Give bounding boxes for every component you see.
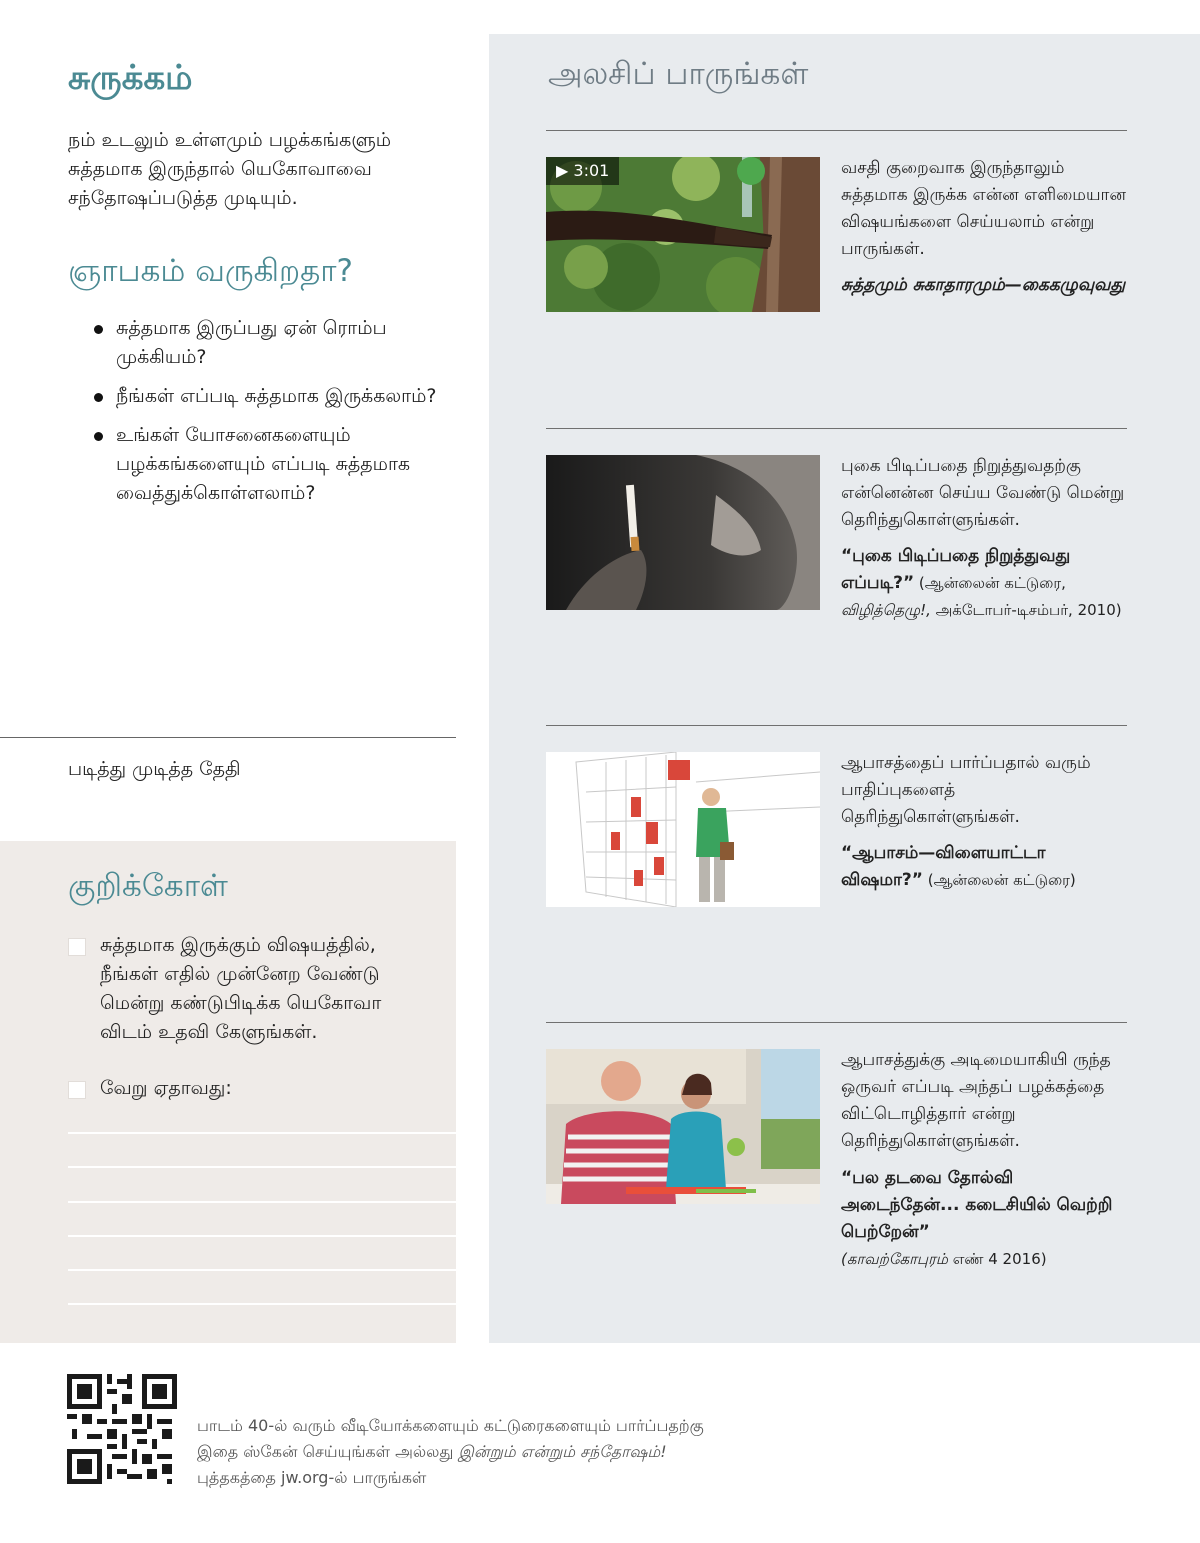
explore-title: அலசிப் பாருங்கள் <box>548 56 809 92</box>
explore-description-4: ஆபாசத்துக்கு அடிமையாகியி ருந்த ஒருவர் எப்படி அந்தப் பழக்கத்தை விட்டொழித்தார் என்று தெரிந்துகொள்ளுங்கள். <box>841 1050 1111 1151</box>
section-divider <box>546 428 1127 429</box>
reference-issue: எண் 4 2016) <box>947 1250 1047 1268</box>
write-line[interactable] <box>68 1303 456 1305</box>
article-thumbnail-smoking[interactable] <box>546 455 820 610</box>
reference-note: (ஆன்லைன் கட்டுரை) <box>922 871 1076 889</box>
video-duration-badge <box>546 157 619 185</box>
explore-description-2: புகை பிடிப்பதை நிறுத்துவதற்கு என்னென்ன செய்ய வேண்டு மென்று தெரிந்துகொள்ளுங்கள். <box>841 456 1125 530</box>
video-thumbnail-handwashing[interactable] <box>546 157 820 312</box>
smoking-image <box>546 455 820 610</box>
write-line[interactable] <box>68 1132 456 1134</box>
goals-title: குறிக்கோள் <box>68 868 228 904</box>
explore-description-1: வசதி குறைவாக இருந்தாலும் சுத்தமாக இருக்க என்ன எளிமையான விஷயங்களை செய்யலாம் என்று பாருங்கள். <box>841 158 1126 259</box>
recall-item: உங்கள் யோசனைகளையும் பழக்கங்களையும் எப்படி சுத்தமாக வைத்துக்கொள்ளலாம்? <box>90 421 450 508</box>
play-icon: ▶ <box>556 161 569 180</box>
qr-code-icon[interactable] <box>67 1374 177 1484</box>
reference-note: (ஆன்லைன் கட்டுரை, <box>914 574 1066 592</box>
section-divider <box>546 1022 1127 1023</box>
book-title: இன்றும் என்றும் சந்தோஷம்! <box>458 1442 667 1461</box>
write-line[interactable] <box>68 1235 456 1237</box>
reference-publication: (காவற்கோபுரம் <box>841 1250 948 1268</box>
section-divider <box>546 725 1127 726</box>
footer-text-b: புத்தகத்தை jw.org-ல் பாருங்கள் <box>197 1468 427 1487</box>
article-thumbnail-overcame[interactable] <box>546 1049 820 1204</box>
summary-text: நம் உடலும் உள்ளமும் பழக்கங்களும் சுத்தமாக இருந்தால் யெகோவாவை சந்தோஷப்படுத்த முடியும். <box>68 129 392 209</box>
recall-item: நீங்கள் எப்படி சுத்தமாக இருக்கலாம்? <box>90 382 450 411</box>
explore-reference-2[interactable] <box>841 543 1131 624</box>
explore-reference-4[interactable] <box>841 1165 1131 1273</box>
qr-code-graphic <box>67 1374 177 1484</box>
goal-checkbox-1[interactable] <box>68 938 86 956</box>
reference-title: “ஆபாசம்—விளையாட்டா விஷமா?” <box>841 843 1046 890</box>
date-completed-label: படித்து முடித்த தேதி <box>68 758 241 780</box>
explore-reference-1[interactable]: சுத்தமும் சுகாதாரமும்—கைகழுவுவது <box>841 275 1126 295</box>
pornography-image <box>546 752 820 907</box>
footer-text-a: பாடம் 40-ல் வரும் வீடியோக்களையும் கட்டுரைகளையும் பார்ப்பதற்கு இதை ஸ்கேன் செய்யுங்கள் அல்லது <box>197 1416 704 1461</box>
reference-title: “புகை பிடிப்பதை நிறுத்துவது எப்படி?” <box>841 546 1071 593</box>
recall-item: சுத்தமாக இருப்பது ஏன் ரொம்ப முக்கியம்? <box>90 314 450 372</box>
recall-list <box>90 314 450 518</box>
summary-title: சுருக்கம் <box>68 58 193 98</box>
write-line[interactable] <box>68 1201 456 1203</box>
section-divider <box>546 130 1127 131</box>
write-line[interactable] <box>68 1269 456 1271</box>
explore-description-3: ஆபாசத்தைப் பார்ப்பதால் வரும் பாதிப்புகளைத் தெரிந்துகொள்ளுங்கள். <box>841 753 1091 827</box>
article-thumbnail-pornography[interactable] <box>546 752 820 907</box>
goal-text-2: வேறு ஏதாவது: <box>100 1077 232 1099</box>
recall-title: ஞாபகம் வருகிறதா? <box>68 253 353 289</box>
goal-checkbox-2[interactable] <box>68 1081 86 1099</box>
goal-text-1: சுத்தமாக இருக்கும் விஷயத்தில், நீங்கள் எதில் முன்னேற வேண்டு மென்று கண்டுபிடிக்க யெகோவா விடம் உதவி கேளுங்கள். <box>100 934 382 1043</box>
write-line[interactable] <box>68 1166 456 1168</box>
footer-text <box>197 1413 717 1491</box>
reference-date: அக்டோபர்-டிசம்பர், 2010) <box>930 601 1122 619</box>
reference-title: “பல தடவை தோல்வி அடைந்தேன்... கடைசியில் வெற்றி பெற்றேன்” <box>841 1168 1113 1242</box>
date-divider <box>0 737 456 738</box>
video-duration: 3:01 <box>573 161 610 180</box>
goals-panel <box>0 841 456 1343</box>
kitchen-couple-image <box>546 1049 820 1204</box>
explore-reference-3[interactable] <box>841 840 1131 894</box>
reference-publication: விழித்தெழு!, <box>841 601 931 619</box>
